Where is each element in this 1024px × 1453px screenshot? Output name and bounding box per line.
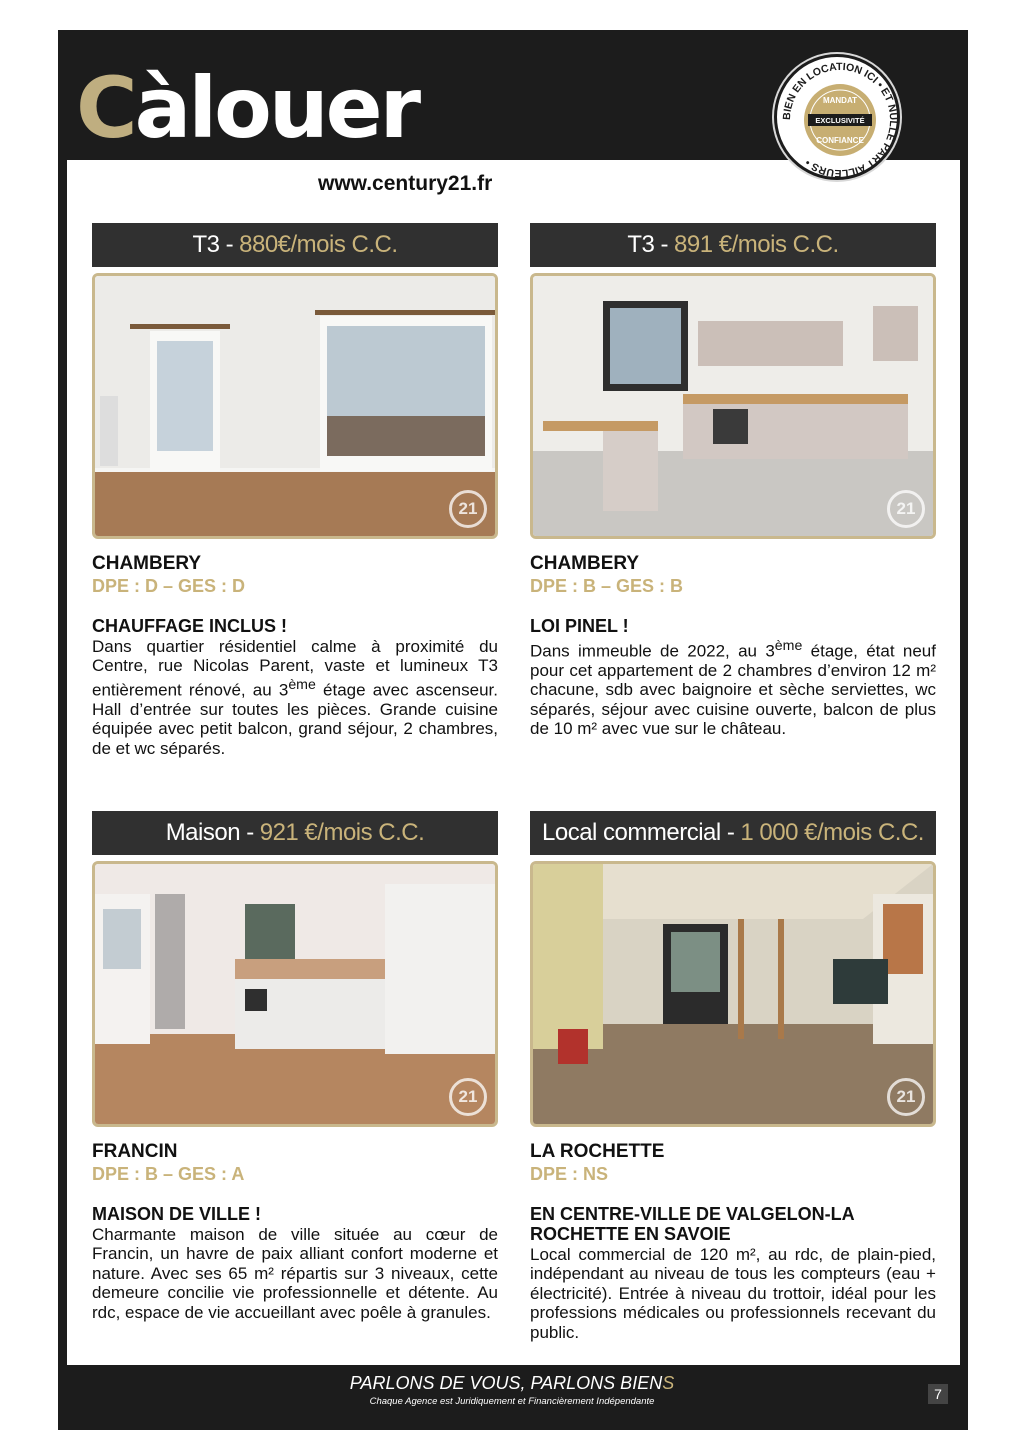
listing-description: Dans immeuble de 2022, au 3ème étage, état neuf pour cet appartement de 2 chambres d’environ 12 m² chacune, sdb avec baignoire et sèche serviettes, wc séparés, séjour avec cuisine ouverte, balcon de plus de 10 m² avec vue sur le château. — [530, 637, 936, 739]
listing-card[interactable] — [530, 223, 936, 739]
century21-watermark-icon: 21 — [887, 490, 925, 528]
price-banner — [530, 223, 936, 267]
brand-title — [76, 59, 419, 157]
listing-photo[interactable] — [92, 273, 498, 539]
listing-type: Maison - — [165, 819, 254, 846]
listing-price: 891 €/mois C.C. — [674, 231, 839, 258]
listing-photo[interactable] — [530, 273, 936, 539]
century21-watermark-icon: 21 — [449, 490, 487, 528]
listing-headline: MAISON DE VILLE ! — [92, 1204, 262, 1224]
listing-type: Local commercial - — [542, 819, 735, 846]
brand-initial: C — [76, 59, 135, 157]
seal-outer-text: BIEN EN LOCATION ICI • ET NULLE PART AILLEURS • — [780, 60, 900, 180]
slogan-main: PARLONS DE VOUS, PARLONS BIEN — [349, 1373, 663, 1393]
price-banner — [92, 223, 498, 267]
listing-price: 921 €/mois C.C. — [259, 819, 425, 846]
seal-bottom-word: CONFIANCE — [816, 136, 864, 145]
listing-price: 1 000 €/mois C.C. — [740, 819, 924, 846]
listing-description: Dans quartier résidentiel calme à proximité du Centre, rue Nicolas Parent, vaste et lumineux T3 entièrement rénové, au 3ème étage avec ascenseur. Hall d’entrée sur toutes les pièces. Grande cuisine équipée avec petit balcon, grand séjour, 2 chambres, de et wc séparés. — [92, 636, 498, 758]
century21-watermark-icon: 21 — [887, 1078, 925, 1116]
listing-city: FRANCIN — [92, 1141, 178, 1162]
website-link[interactable]: www.century21.fr — [318, 172, 493, 195]
listing-headline: EN CENTRE-VILLE DE VALGELON-LA ROCHETTE EN SAVOIE — [530, 1204, 854, 1244]
energy-rating: DPE : B – GES : B — [530, 576, 684, 596]
page-number: 7 — [928, 1384, 948, 1404]
price-banner — [92, 811, 498, 855]
listing-city: LA ROCHETTE — [530, 1141, 665, 1162]
energy-rating: DPE : B – GES : A — [92, 1164, 245, 1184]
seal-middle-word: EXCLUSIVITÉ — [815, 116, 865, 125]
energy-rating: DPE : NS — [530, 1164, 609, 1184]
listing-type: T3 - — [192, 231, 234, 258]
listing-description: Charmante maison de ville située au cœur de Francin, un havre de paix alliant confort moderne et nature. Avec ses 65 m² répartis sur 3 niveaux, cette demeure concilie vie professionnelle et détente. Au rdc, espace de vie accueillant avec poêle à granules. — [92, 1224, 498, 1322]
price-banner — [530, 811, 936, 855]
listing-headline: LOI PINEL ! — [530, 616, 629, 636]
slogan-end: S — [662, 1373, 675, 1393]
footer-legal-note: Chaque Agence est Juridiquement et Financièrement Indépendante — [369, 1396, 655, 1407]
listing-city: CHAMBERY — [92, 553, 202, 574]
listing-headline: CHAUFFAGE INCLUS ! — [92, 616, 287, 636]
listing-price: 880€/mois C.C. — [239, 231, 398, 258]
footer-slogan — [0, 1373, 1024, 1394]
listing-card[interactable] — [530, 811, 936, 1342]
listing-description: Local commercial de 120 m², au rdc, de plain-pied, indépendant au niveau de tous les compteurs (eau + électricité). Entrée à niveau du trottoir, idéal pour les professions médicales ou professionnels recevant du public. — [530, 1244, 936, 1342]
listing-card[interactable] — [92, 811, 498, 1322]
listing-card[interactable] — [92, 223, 498, 758]
seal-top-word: MANDAT — [822, 96, 858, 105]
listing-photo[interactable] — [92, 861, 498, 1127]
listing-city: CHAMBERY — [530, 553, 640, 574]
listing-type: T3 - — [627, 231, 669, 258]
listing-photo[interactable] — [530, 861, 936, 1127]
century21-watermark-icon: 21 — [449, 1078, 487, 1116]
brand-rest: àlouer — [134, 59, 419, 157]
exclusive-mandate-seal — [774, 54, 900, 180]
energy-rating: DPE : D – GES : D — [92, 576, 246, 596]
